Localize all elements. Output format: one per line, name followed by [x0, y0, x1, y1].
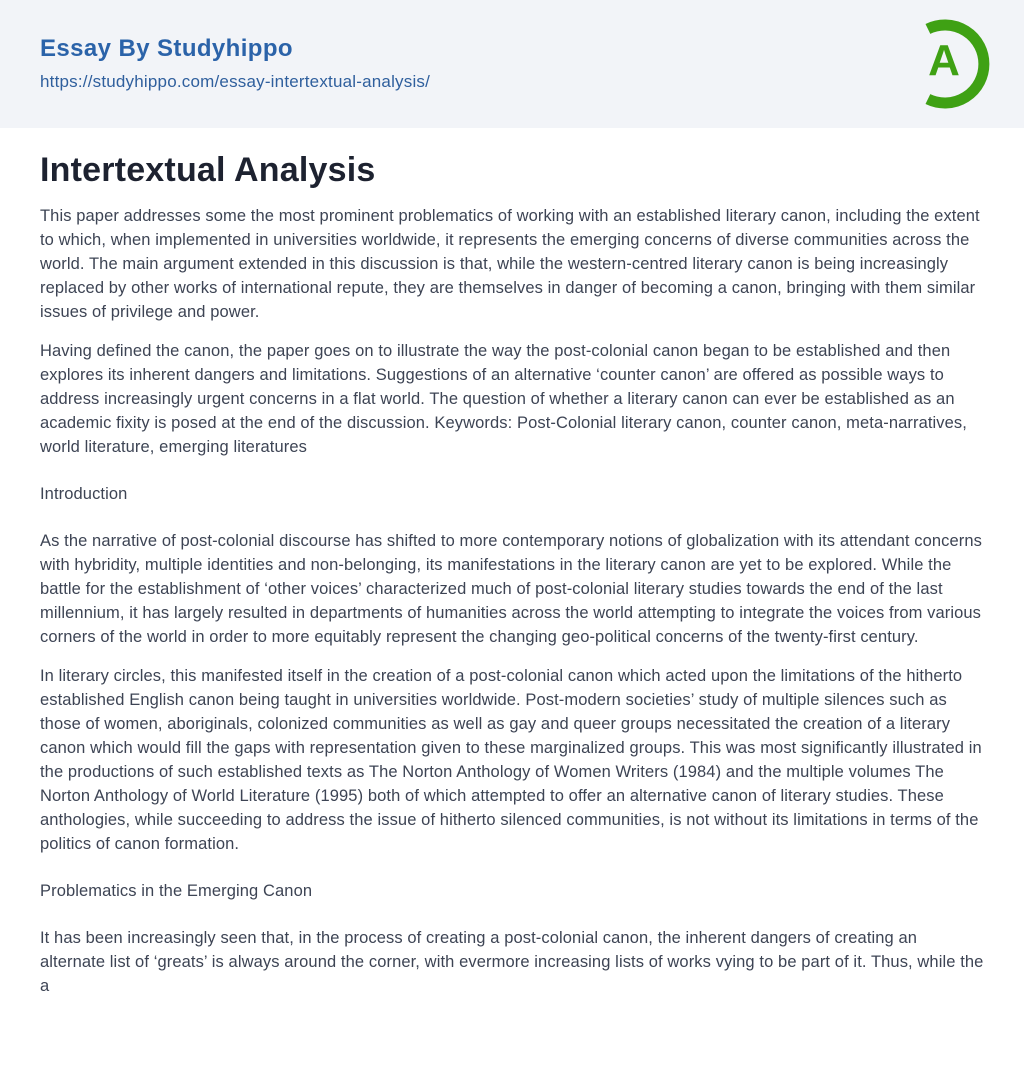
- paragraph: Having defined the canon, the paper goes on to illustrate the way the post-colonial canon began to be established and then explores its inherent dangers and limitations. Suggestions of an alternative ‘counter canon’ are offered as possible ways to address increasingly urgent concerns in a flat world. The question of whether a literary canon can ever be established as an academic fixity is posed at the end of the discussion. Keywords: Post-Colonial literary canon, counter canon, meta-narratives, world literature, emerging literatures: [40, 342, 967, 456]
- section-heading: Problematics in the Emerging Canon: [40, 882, 313, 900]
- page-url-link[interactable]: https://studyhippo.com/essay-intertextual-analysis/: [40, 72, 431, 92]
- article: [0, 128, 1024, 998]
- page-title: Intertextual Analysis: [40, 151, 376, 189]
- site-title: Essay By Studyhippo: [40, 34, 293, 62]
- paragraph: As the narrative of post-colonial discourse has shifted to more contemporary notions of globalization with its attendant concerns with hybridity, multiple identities and non-belonging, its manifestations in the literary canon are yet to be explored. While the battle for the establishment of ‘other voices’ characterized much of post-colonial literary studies towards the end of the last millennium, it has largely resulted in departments of humanities across the world attempting to integrate the voices from various corners of the world in order to more equitably represent the changing geo-political concerns of the twenty-first century.: [40, 532, 982, 646]
- header-text-block: [40, 36, 430, 92]
- section-heading: Introduction: [40, 485, 128, 503]
- paragraph: In literary circles, this manifested itself in the creation of a post-colonial canon which acted upon the limitations of the hitherto established English canon being taught in universities worldwide. Post-modern societies’ study of multiple silences such as those of women, aboriginals, colonized communities as well as gay and queer groups necessitated the creation of a literary canon which would fill the gaps with representation given to these marginalized groups. This was most significantly illustrated in the productions of such established texts as The Norton Anthology of Women Writers (1984) and the multiple volumes The Norton Anthology of World Literature (1995) both of which attempted to offer an alternative canon of literary studies. These anthologies, while succeeding to address the issue of hitherto silenced communities, is not without its limitations in terms of the politics of canon formation.: [40, 667, 982, 853]
- article-body: [40, 204, 984, 998]
- page-header: [0, 0, 1024, 128]
- logo-letter: A: [928, 36, 960, 85]
- paragraph: This paper addresses some the most prominent problematics of working with an established literary canon, including the extent to which, when implemented in universities worldwide, it represents the emerging concerns of diverse communities across the world. The main argument extended in this discussion is that, while the western-centred literary canon is being increasingly replaced by other works of international repute, they are themselves in danger of becoming a canon, bringing with them similar issues of privilege and power.: [40, 207, 980, 321]
- paragraph: It has been increasingly seen that, in the process of creating a post-colonial canon, the inherent dangers of creating an alternate list of ‘greats’ is always around the corner, with evermore increasing lists of works vying to be part of it. Thus, while the a: [40, 929, 984, 995]
- studyhippo-logo-icon: [900, 19, 990, 109]
